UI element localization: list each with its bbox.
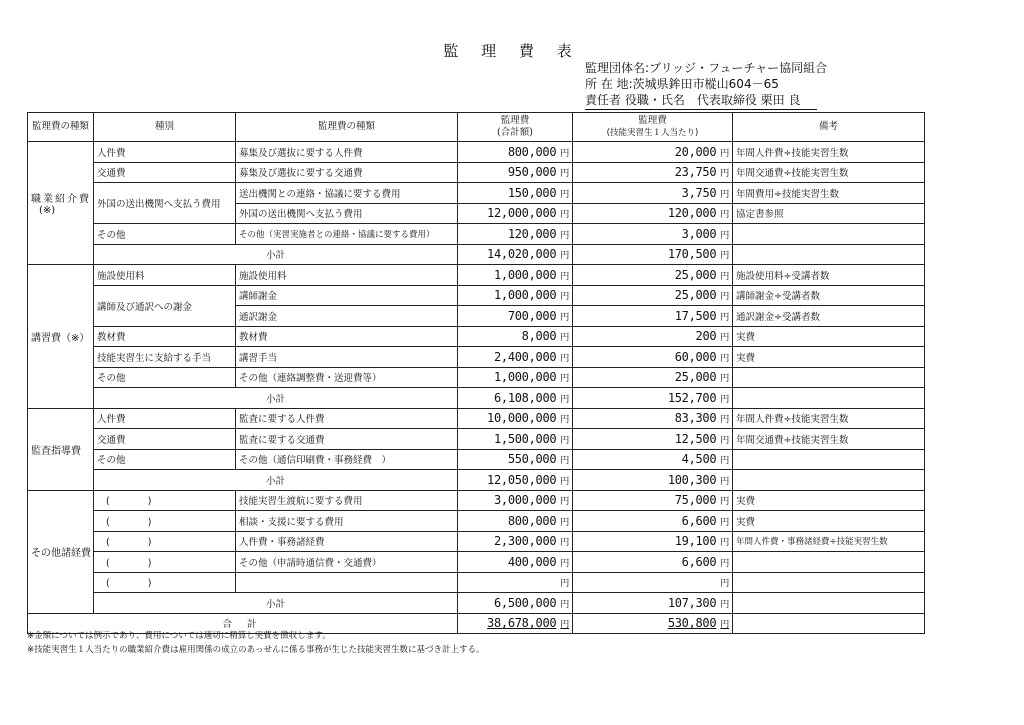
group-label-misc: その他諸経費: [28, 490, 94, 613]
row-per: [573, 367, 733, 388]
yen-unit: 円: [720, 415, 729, 426]
row-total-value: 2,400,000: [493, 349, 557, 364]
row-per: [573, 162, 733, 183]
header-per-sub: (技能実習生１人当たり): [606, 128, 699, 138]
row-per-value: 4,500: [681, 452, 717, 467]
subtotal-per: 170,500: [667, 247, 717, 262]
grand-total-per-value: 530,800: [667, 616, 717, 631]
yen-unit: 円: [720, 169, 729, 180]
yen-unit: 円: [720, 517, 729, 528]
row-per: [573, 470, 733, 491]
row-total-value: 10,000,000: [487, 411, 557, 426]
row-category: 交通費: [94, 429, 236, 450]
row-note: 実費: [733, 326, 925, 347]
row-item: 監査に要する交通費: [236, 429, 458, 450]
yen-unit: 円: [560, 210, 569, 221]
row-per-value: 12,500: [674, 431, 717, 446]
yen-unit: 円: [720, 312, 729, 323]
yen-unit: 円: [720, 210, 729, 221]
header-note: 備考: [733, 113, 925, 142]
row-per: [573, 408, 733, 429]
subtotal-per: 107,300: [667, 595, 717, 610]
row-per: [573, 183, 733, 204]
row-total: [458, 285, 573, 306]
table-row: [28, 408, 925, 429]
row-per: [573, 449, 733, 470]
group-label-audit: 監査指導費: [28, 408, 94, 490]
yen-unit: 円: [720, 333, 729, 344]
table-row: [28, 162, 925, 183]
row-total: [458, 531, 573, 552]
table-row: [28, 572, 925, 593]
yen-unit: 円: [720, 374, 729, 385]
fee-table: [27, 112, 925, 634]
row-total: [458, 388, 573, 409]
row-item: その他（連絡調整費・送迎費等）: [236, 367, 458, 388]
yen-unit: 円: [720, 456, 729, 467]
table-row: [28, 531, 925, 552]
row-item: 人件費・事務諸経費: [236, 531, 458, 552]
row-category: 人件費: [94, 408, 236, 429]
row-per: [573, 531, 733, 552]
row-category: 外国の送出機関へ支払う費用: [94, 183, 236, 224]
row-total: [458, 572, 573, 593]
row-item: その他（通信印刷費・事務経費 ）: [236, 449, 458, 470]
yen-unit: 円: [720, 251, 729, 262]
grand-total-label: 合 計: [28, 613, 458, 634]
row-item: 募集及び選抜に要する交通費: [236, 162, 458, 183]
row-total: [458, 244, 573, 265]
row-per-value: 25,000: [674, 267, 717, 282]
row-total: [458, 490, 573, 511]
row-total: [458, 306, 573, 327]
row-note: [733, 367, 925, 388]
yen-unit: 円: [560, 312, 569, 323]
row-category: その他: [94, 224, 236, 245]
yen-unit: 円: [720, 271, 729, 282]
row-note: 通訳謝金÷受講者数: [733, 306, 925, 327]
row-per: [573, 244, 733, 265]
table-row: [28, 367, 925, 388]
group-name: 職業紹介費: [31, 194, 91, 205]
grand-total-value: 38,678,000: [487, 616, 557, 631]
subtotal-row: [28, 388, 925, 409]
row-note: [733, 224, 925, 245]
row-note: [733, 552, 925, 573]
row-per-value: 23,750: [674, 165, 717, 180]
organization-name: 監理団体名:ブリッジ・フューチャー協同組合: [585, 61, 828, 75]
organization-info: [585, 60, 827, 110]
row-per-value: 200: [695, 329, 717, 344]
row-item: 相談・支援に要する費用: [236, 511, 458, 532]
row-category: その他: [94, 449, 236, 470]
row-total: [458, 367, 573, 388]
row-per-value: 3,750: [681, 185, 717, 200]
subtotal-per: 152,700: [667, 390, 717, 405]
row-item: 施設使用料: [236, 265, 458, 286]
row-total-value: 1,500,000: [493, 431, 557, 446]
yen-unit: 円: [720, 148, 729, 159]
row-total: [458, 470, 573, 491]
row-note: 年間費用÷技能実習生数: [733, 183, 925, 204]
row-total: [458, 203, 573, 224]
row-category: ( ): [94, 552, 236, 573]
header-total-sub: (合計額): [497, 127, 533, 138]
header-per-person: [573, 113, 733, 142]
row-total-value: 550,000: [507, 452, 557, 467]
row-total-value: 2,300,000: [493, 534, 557, 549]
row-per-value: 25,000: [674, 370, 717, 385]
row-note: 年間人件費÷技能実習生数: [733, 142, 925, 163]
row-per: [573, 572, 733, 593]
row-per: [573, 429, 733, 450]
row-category: 講師及び通訳への謝金: [94, 285, 236, 326]
yen-unit: 円: [720, 497, 729, 508]
header-category: 種別: [94, 113, 236, 142]
footnote: ※金額については例示であり、費用については適切に精算し実費を徴収します。: [27, 631, 331, 641]
subtotal-label: 小計: [94, 470, 458, 491]
row-total-value: 700,000: [507, 308, 557, 323]
yen-unit: 円: [560, 415, 569, 426]
yen-unit: 円: [560, 538, 569, 549]
header-total-label: 監理費: [500, 115, 530, 126]
yen-unit: 円: [720, 538, 729, 549]
row-total: [458, 265, 573, 286]
table-row: [28, 490, 925, 511]
yen-unit: 円: [560, 333, 569, 344]
row-per-value: 6,600: [681, 554, 717, 569]
row-per-value: 3,000: [681, 226, 717, 241]
row-total-value: 1,000,000: [493, 288, 557, 303]
footnotes: [27, 629, 485, 657]
row-per-value: 120,000: [667, 206, 717, 221]
row-total: [458, 142, 573, 163]
yen-unit: 円: [720, 394, 729, 405]
row-per: [573, 224, 733, 245]
yen-unit: 円: [720, 353, 729, 364]
yen-unit: 円: [720, 230, 729, 241]
row-note: 実費: [733, 490, 925, 511]
row-item: 通訳謝金: [236, 306, 458, 327]
row-per-value: 25,000: [674, 288, 717, 303]
row-note: 講師謝金÷受講者数: [733, 285, 925, 306]
row-item: 送出機関との連絡・協議に要する費用: [236, 183, 458, 204]
row-category: ( ): [94, 572, 236, 593]
row-per: [573, 388, 733, 409]
yen-unit: 円: [560, 251, 569, 262]
row-total: [458, 162, 573, 183]
yen-unit: 円: [720, 620, 729, 631]
row-category: 施設使用料: [94, 265, 236, 286]
footnote: ※技能実習生１人当たりの職業紹介費は雇用関係の成立のあっせんに係る事務が生じた技能実習生数に基づき計上する。: [27, 645, 485, 655]
yen-unit: 円: [560, 374, 569, 385]
yen-unit: 円: [560, 271, 569, 282]
yen-unit: 円: [560, 476, 569, 487]
yen-unit: 円: [560, 353, 569, 364]
table-row: [28, 224, 925, 245]
yen-unit: 円: [560, 169, 569, 180]
row-note: 年間交通費÷技能実習生数: [733, 162, 925, 183]
row-total-value: 400,000: [507, 554, 557, 569]
row-per: [573, 265, 733, 286]
row-category: ( ): [94, 511, 236, 532]
row-per: [573, 326, 733, 347]
table-row: [28, 142, 925, 163]
row-category: 技能実習生に支給する手当: [94, 347, 236, 368]
yen-unit: 円: [560, 517, 569, 528]
row-item: 教材費: [236, 326, 458, 347]
group-label-training: 講習費（※）: [28, 265, 94, 409]
page-title: 監 理 費 表: [443, 42, 581, 60]
yen-unit: 円: [560, 435, 569, 446]
row-per-value: 60,000: [674, 349, 717, 364]
row-total-value: 8,000: [521, 329, 557, 344]
row-total-value: 950,000: [507, 165, 557, 180]
row-total: [458, 408, 573, 429]
row-note: 協定書参照: [733, 203, 925, 224]
yen-unit: 円: [720, 292, 729, 303]
row-per-value: 19,100: [674, 534, 717, 549]
row-total: [458, 449, 573, 470]
subtotal-row: [28, 244, 925, 265]
row-per: [573, 203, 733, 224]
row-total-value: 1,000,000: [493, 267, 557, 282]
yen-unit: 円: [560, 394, 569, 405]
subtotal-total: 6,108,000: [493, 390, 557, 405]
row-category: ( ): [94, 531, 236, 552]
row-note: 年間人件費÷技能実習生数: [733, 408, 925, 429]
row-category: 教材費: [94, 326, 236, 347]
row-item: 募集及び選抜に要する人件費: [236, 142, 458, 163]
organization-address: 所 在 地:茨城県鉾田市樅山604－65: [585, 77, 779, 91]
row-total-value: 800,000: [507, 513, 557, 528]
row-item: 監査に要する人件費: [236, 408, 458, 429]
row-item: その他（実習実施者との連絡・協議に要する費用）: [236, 224, 458, 245]
row-per-value: 6,600: [681, 513, 717, 528]
row-item: [236, 572, 458, 593]
table-row: [28, 449, 925, 470]
row-note: 年間交通費÷技能実習生数: [733, 429, 925, 450]
subtotal-per: 100,300: [667, 472, 717, 487]
row-total-value: 120,000: [507, 226, 557, 241]
table-row: [28, 429, 925, 450]
yen-unit: 円: [720, 476, 729, 487]
table-row: [28, 265, 925, 286]
header-kind: 監理費の種類: [28, 113, 94, 142]
row-total: [458, 593, 573, 614]
row-total-value: 150,000: [507, 185, 557, 200]
row-total-value: 800,000: [507, 144, 557, 159]
row-total: [458, 552, 573, 573]
row-note: 年間人件費・事務諸経費÷技能実習生数: [733, 531, 925, 552]
yen-unit: 円: [720, 435, 729, 446]
row-per: [573, 285, 733, 306]
yen-unit: 円: [560, 620, 569, 631]
row-note: 実費: [733, 511, 925, 532]
row-total: [458, 347, 573, 368]
group-label-placement: [28, 142, 94, 265]
subtotal-total: 14,020,000: [487, 247, 557, 262]
row-total: [458, 183, 573, 204]
header-total: [458, 113, 573, 142]
row-item: 外国の送出機関へ支払う費用: [236, 203, 458, 224]
row-note: [733, 388, 925, 409]
subtotal-row: [28, 593, 925, 614]
row-category: ( ): [94, 490, 236, 511]
row-total-value: 3,000,000: [493, 493, 557, 508]
row-per: [573, 347, 733, 368]
row-category: 人件費: [94, 142, 236, 163]
row-total: [458, 429, 573, 450]
row-item: 講習手当: [236, 347, 458, 368]
row-per-value: 83,300: [674, 411, 717, 426]
row-note: [733, 244, 925, 265]
row-item: その他（申請時通信費・交通費）: [236, 552, 458, 573]
yen-unit: 円: [560, 230, 569, 241]
organization-representative: 責任者 役職・氏名 代表取締役 栗田 良: [585, 92, 817, 110]
row-per: [573, 490, 733, 511]
yen-unit: 円: [560, 189, 569, 200]
yen-unit: 円: [720, 189, 729, 200]
table-row: [28, 552, 925, 573]
row-note: [733, 470, 925, 491]
row-per-value: 20,000: [674, 144, 717, 159]
row-total: [458, 511, 573, 532]
header-per-label: 監理費: [638, 115, 667, 126]
subtotal-label: 小計: [94, 388, 458, 409]
subtotal-label: 小計: [94, 244, 458, 265]
yen-unit: 円: [720, 599, 729, 610]
subtotal-total: 6,500,000: [493, 595, 557, 610]
row-per: [573, 552, 733, 573]
row-per: [573, 593, 733, 614]
row-per: [573, 142, 733, 163]
row-per-value: 17,500: [674, 308, 717, 323]
table-row: [28, 183, 925, 204]
header-row: [28, 113, 925, 142]
row-total-value: 1,000,000: [493, 370, 557, 385]
yen-unit: 円: [560, 497, 569, 508]
row-note: [733, 593, 925, 614]
table-row: [28, 347, 925, 368]
row-total: [458, 224, 573, 245]
row-category: その他: [94, 367, 236, 388]
table-row: [28, 511, 925, 532]
yen-unit: 円: [560, 292, 569, 303]
row-item: 技能実習生渡航に要する費用: [236, 490, 458, 511]
row-note: [733, 572, 925, 593]
grand-total-per: [573, 613, 733, 634]
yen-unit: 円: [560, 558, 569, 569]
row-category: 交通費: [94, 162, 236, 183]
group-mark: (※): [39, 205, 56, 216]
row-total: [458, 326, 573, 347]
subtotal-total: 12,050,000: [487, 472, 557, 487]
subtotal-row: [28, 470, 925, 491]
row-note: 実費: [733, 347, 925, 368]
yen-unit: 円: [560, 456, 569, 467]
row-note: 施設使用料÷受講者数: [733, 265, 925, 286]
table-row: [28, 285, 925, 306]
row-per-value: 75,000: [674, 493, 717, 508]
row-note: [733, 613, 925, 634]
row-per: [573, 511, 733, 532]
header-item: 監理費の種類: [236, 113, 458, 142]
yen-unit: 円: [560, 148, 569, 159]
yen-unit: 円: [560, 579, 569, 590]
row-item: 講師謝金: [236, 285, 458, 306]
table-row: [28, 326, 925, 347]
yen-unit: 円: [720, 558, 729, 569]
row-note: [733, 449, 925, 470]
row-total-value: 12,000,000: [487, 206, 557, 221]
yen-unit: 円: [720, 579, 729, 590]
subtotal-label: 小計: [94, 593, 458, 614]
row-per: [573, 306, 733, 327]
yen-unit: 円: [560, 599, 569, 610]
